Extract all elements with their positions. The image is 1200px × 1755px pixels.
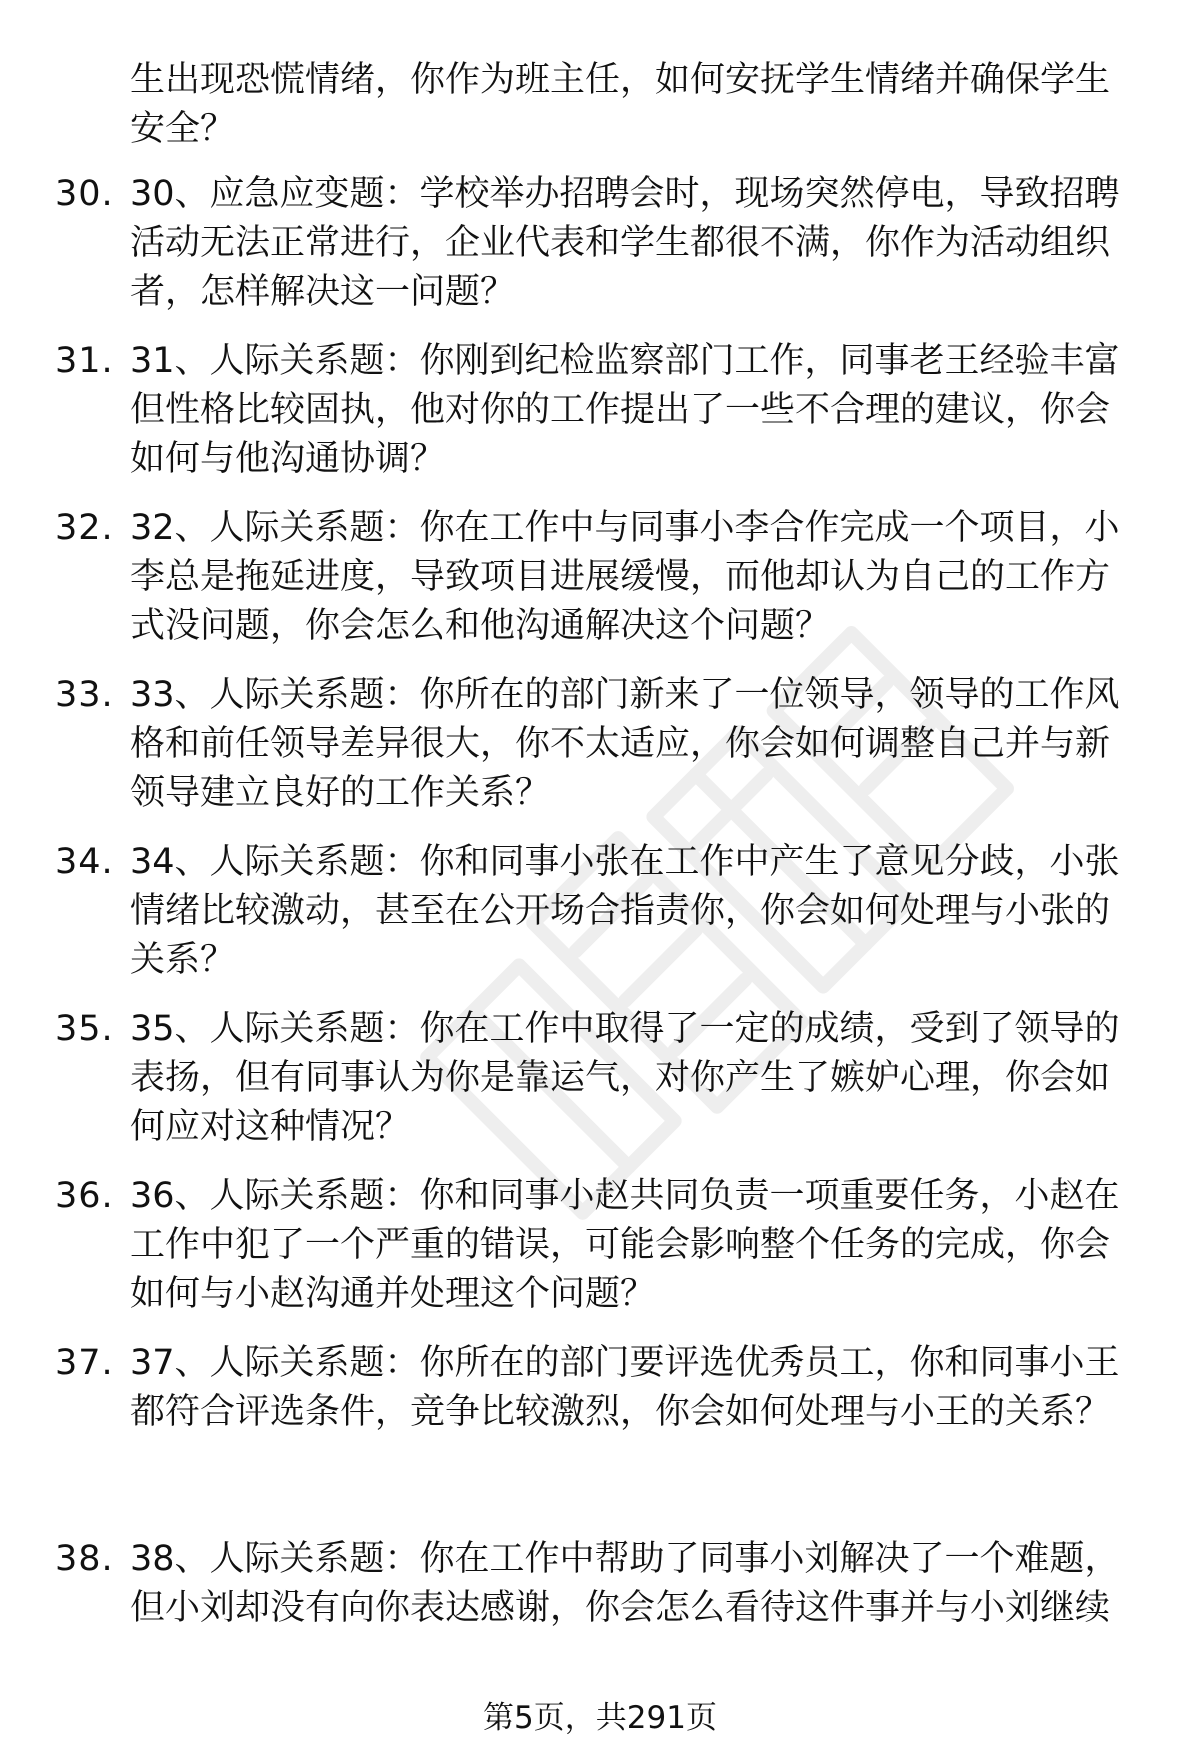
item-text [130,56,1150,154]
item-number: 38. [55,1539,114,1579]
text-line: 活动无法正常进行，企业代表和学生都很不满，你作为活动组织 [130,223,1111,263]
text-line: 37、人际关系题：你所在的部门要评选优秀员工，你和同事小王 [130,1343,1120,1383]
item-number: 32. [55,508,114,548]
item-text [130,1339,1150,1437]
text-line: 38、人际关系题：你在工作中帮助了同事小刘解决了一个难题， [130,1539,1120,1579]
text-line: 者，怎样解决这一问题？ [130,272,516,312]
text-line: 何应对这种情况？ [130,1107,411,1147]
text-line: 34、人际关系题：你和同事小张在工作中产生了意见分歧，小张 [130,842,1120,882]
text-line: 31、人际关系题：你刚到纪检监察部门工作，同事老王经验丰富 [130,341,1120,381]
text-line: 都符合评选条件，竞争比较激烈，你会如何处理与小王的关系？ [130,1392,1111,1432]
page-number-footer: 第5页，共291页 [483,1700,717,1736]
item-number: 35. [55,1009,114,1049]
text-line: 格和前任领导差异很大，你不太适应，你会如何调整自己并与新 [130,724,1111,764]
text-line: 李总是拖延进度，导致项目进展缓慢，而他却认为自己的工作方 [130,557,1111,597]
text-line: 32、人际关系题：你在工作中与同事小李合作完成一个项目，小 [130,508,1120,548]
text-line: 情绪比较激动，甚至在公开场合指责你，你会如何处理与小张的 [130,891,1111,931]
text-line: 但性格比较固执，他对你的工作提出了一些不合理的建议，你会 [130,390,1111,430]
item-text [130,671,1150,818]
text-line: 式没问题，你会怎么和他沟通解决这个问题？ [130,606,831,646]
text-line: 36、人际关系题：你和同事小赵共同负责一项重要任务，小赵在 [130,1176,1120,1216]
item-text [130,838,1150,985]
text-line: 关系？ [130,940,236,980]
item-text [130,170,1150,317]
item-number: 34. [55,842,114,882]
item-number: 30. [55,174,114,214]
item-number: 36. [55,1176,114,1216]
item-text [130,337,1150,484]
item-number: 37. [55,1343,114,1383]
text-line: 安全？ [130,109,236,149]
item-text [130,1172,1150,1319]
text-line: 工作中犯了一个严重的错误，可能会影响整个任务的完成，你会 [130,1225,1111,1265]
text-line: 33、人际关系题：你所在的部门新来了一位领导，领导的工作风 [130,675,1120,715]
text-line: 但小刘却没有向你表达感谢，你会怎么看待这件事并与小刘继续 [130,1588,1111,1628]
text-line: 30、应急应变题：学校举办招聘会时，现场突然停电，导致招聘 [130,174,1120,214]
item-text [130,1535,1150,1633]
text-line: 如何与他沟通协调？ [130,439,446,479]
text-line: 如何与小赵沟通并处理这个问题？ [130,1274,656,1314]
text-line: 表扬，但有同事认为你是靠运气，对你产生了嫉妒心理，你会如 [130,1058,1111,1098]
item-text [130,504,1150,651]
text-line: 领导建立良好的工作关系？ [130,773,551,813]
text-line: 35、人际关系题：你在工作中取得了一定的成绩，受到了领导的 [130,1009,1120,1049]
item-number: 33. [55,675,114,715]
item-text [130,1005,1150,1152]
text-line: 生出现恐慌情绪，你作为班主任，如何安抚学生情绪并确保学生 [130,60,1111,100]
item-number: 31. [55,341,114,381]
